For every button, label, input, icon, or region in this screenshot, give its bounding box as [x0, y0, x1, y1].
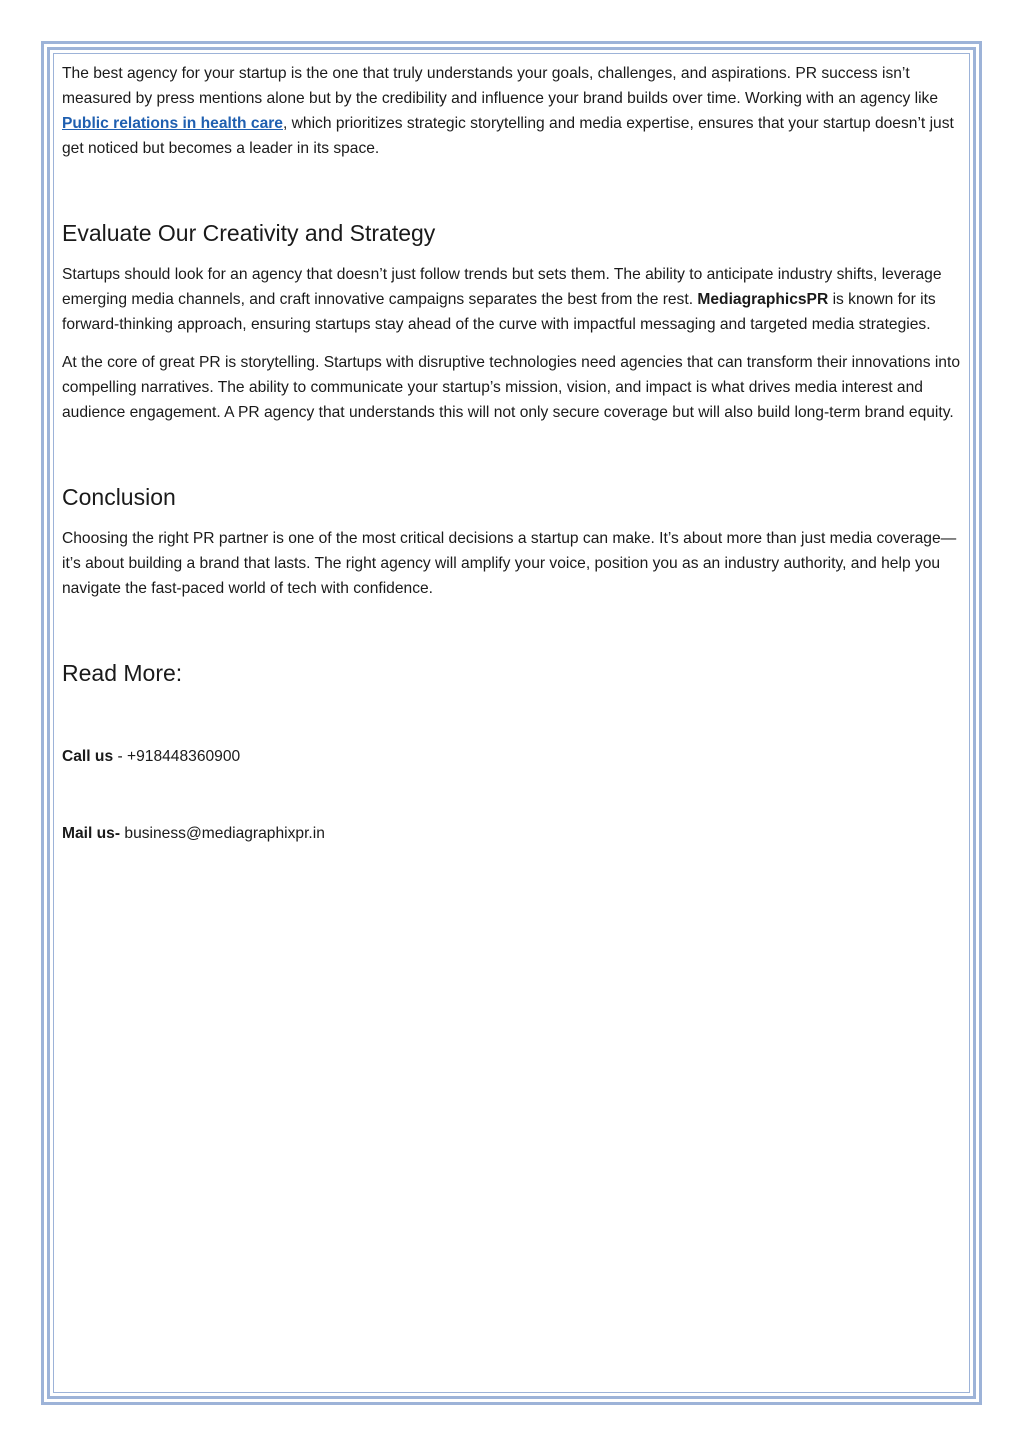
- phone-number[interactable]: +918448360900: [127, 748, 241, 765]
- intro-text-before: The best agency for your startup is the one that truly understands your goals, challenges, and aspirations. PR success isn’t measured by press mentions alone but by the credibility and influence your brand builds over time. Working with an agency like: [62, 65, 939, 107]
- mail-us-line: [62, 821, 962, 846]
- call-us-line: [62, 744, 962, 769]
- health-care-pr-link[interactable]: Public relations in health care: [62, 115, 283, 132]
- call-us-label: Call us: [62, 748, 114, 765]
- intro-paragraph: [62, 61, 962, 161]
- company-name: MediagraphicsPR: [697, 291, 829, 308]
- creativity-paragraph-1: [62, 262, 962, 337]
- creativity-text: Startups should look for an agency that doesn’t just follow trends but sets them. The ability to anticipate industry shifts, leverage emerging media channels, and craft innovative campaigns separates the best from the rest.: [62, 266, 942, 308]
- section-heading-conclusion: Conclusion: [62, 484, 176, 510]
- document-body: [62, 60, 962, 846]
- conclusion-paragraph: Choosing the right PR partner is one of the most critical decisions a startup can make. It’s about more than just media coverage—it’s about building a brand that lasts. The right agency will amplify your voice, position you as an industry authority, and help you navigate the fast-paced world of tech with confidence.: [62, 530, 957, 597]
- section-heading-read-more: Read More:: [62, 660, 183, 686]
- email-address[interactable]: business@mediagraphixpr.in: [124, 825, 325, 842]
- intro-text-after: , which prioritizes strategic storytelling and media expertise, ensures that your startup doesn’t just get noticed but becomes a leader in its space.: [62, 115, 954, 157]
- section-heading-creativity: Evaluate Our Creativity and Strategy: [62, 220, 436, 246]
- call-us-separator: -: [113, 748, 127, 765]
- creativity-paragraph-2: At the core of great PR is storytelling. Startups with disruptive technologies need agencies that can transform their innovations into compelling narratives. The ability to communicate your startup’s mission, vision, and impact is what drives media interest and audience engagement. A PR agency that understands this will not only secure coverage but will also build long-term brand equity.: [62, 354, 960, 421]
- mail-us-label: Mail us-: [62, 825, 121, 842]
- creativity-text-after: is known for its forward-thinking approach, ensuring startups stay ahead of the curve with impactful messaging and targeted media strategies.: [62, 291, 936, 333]
